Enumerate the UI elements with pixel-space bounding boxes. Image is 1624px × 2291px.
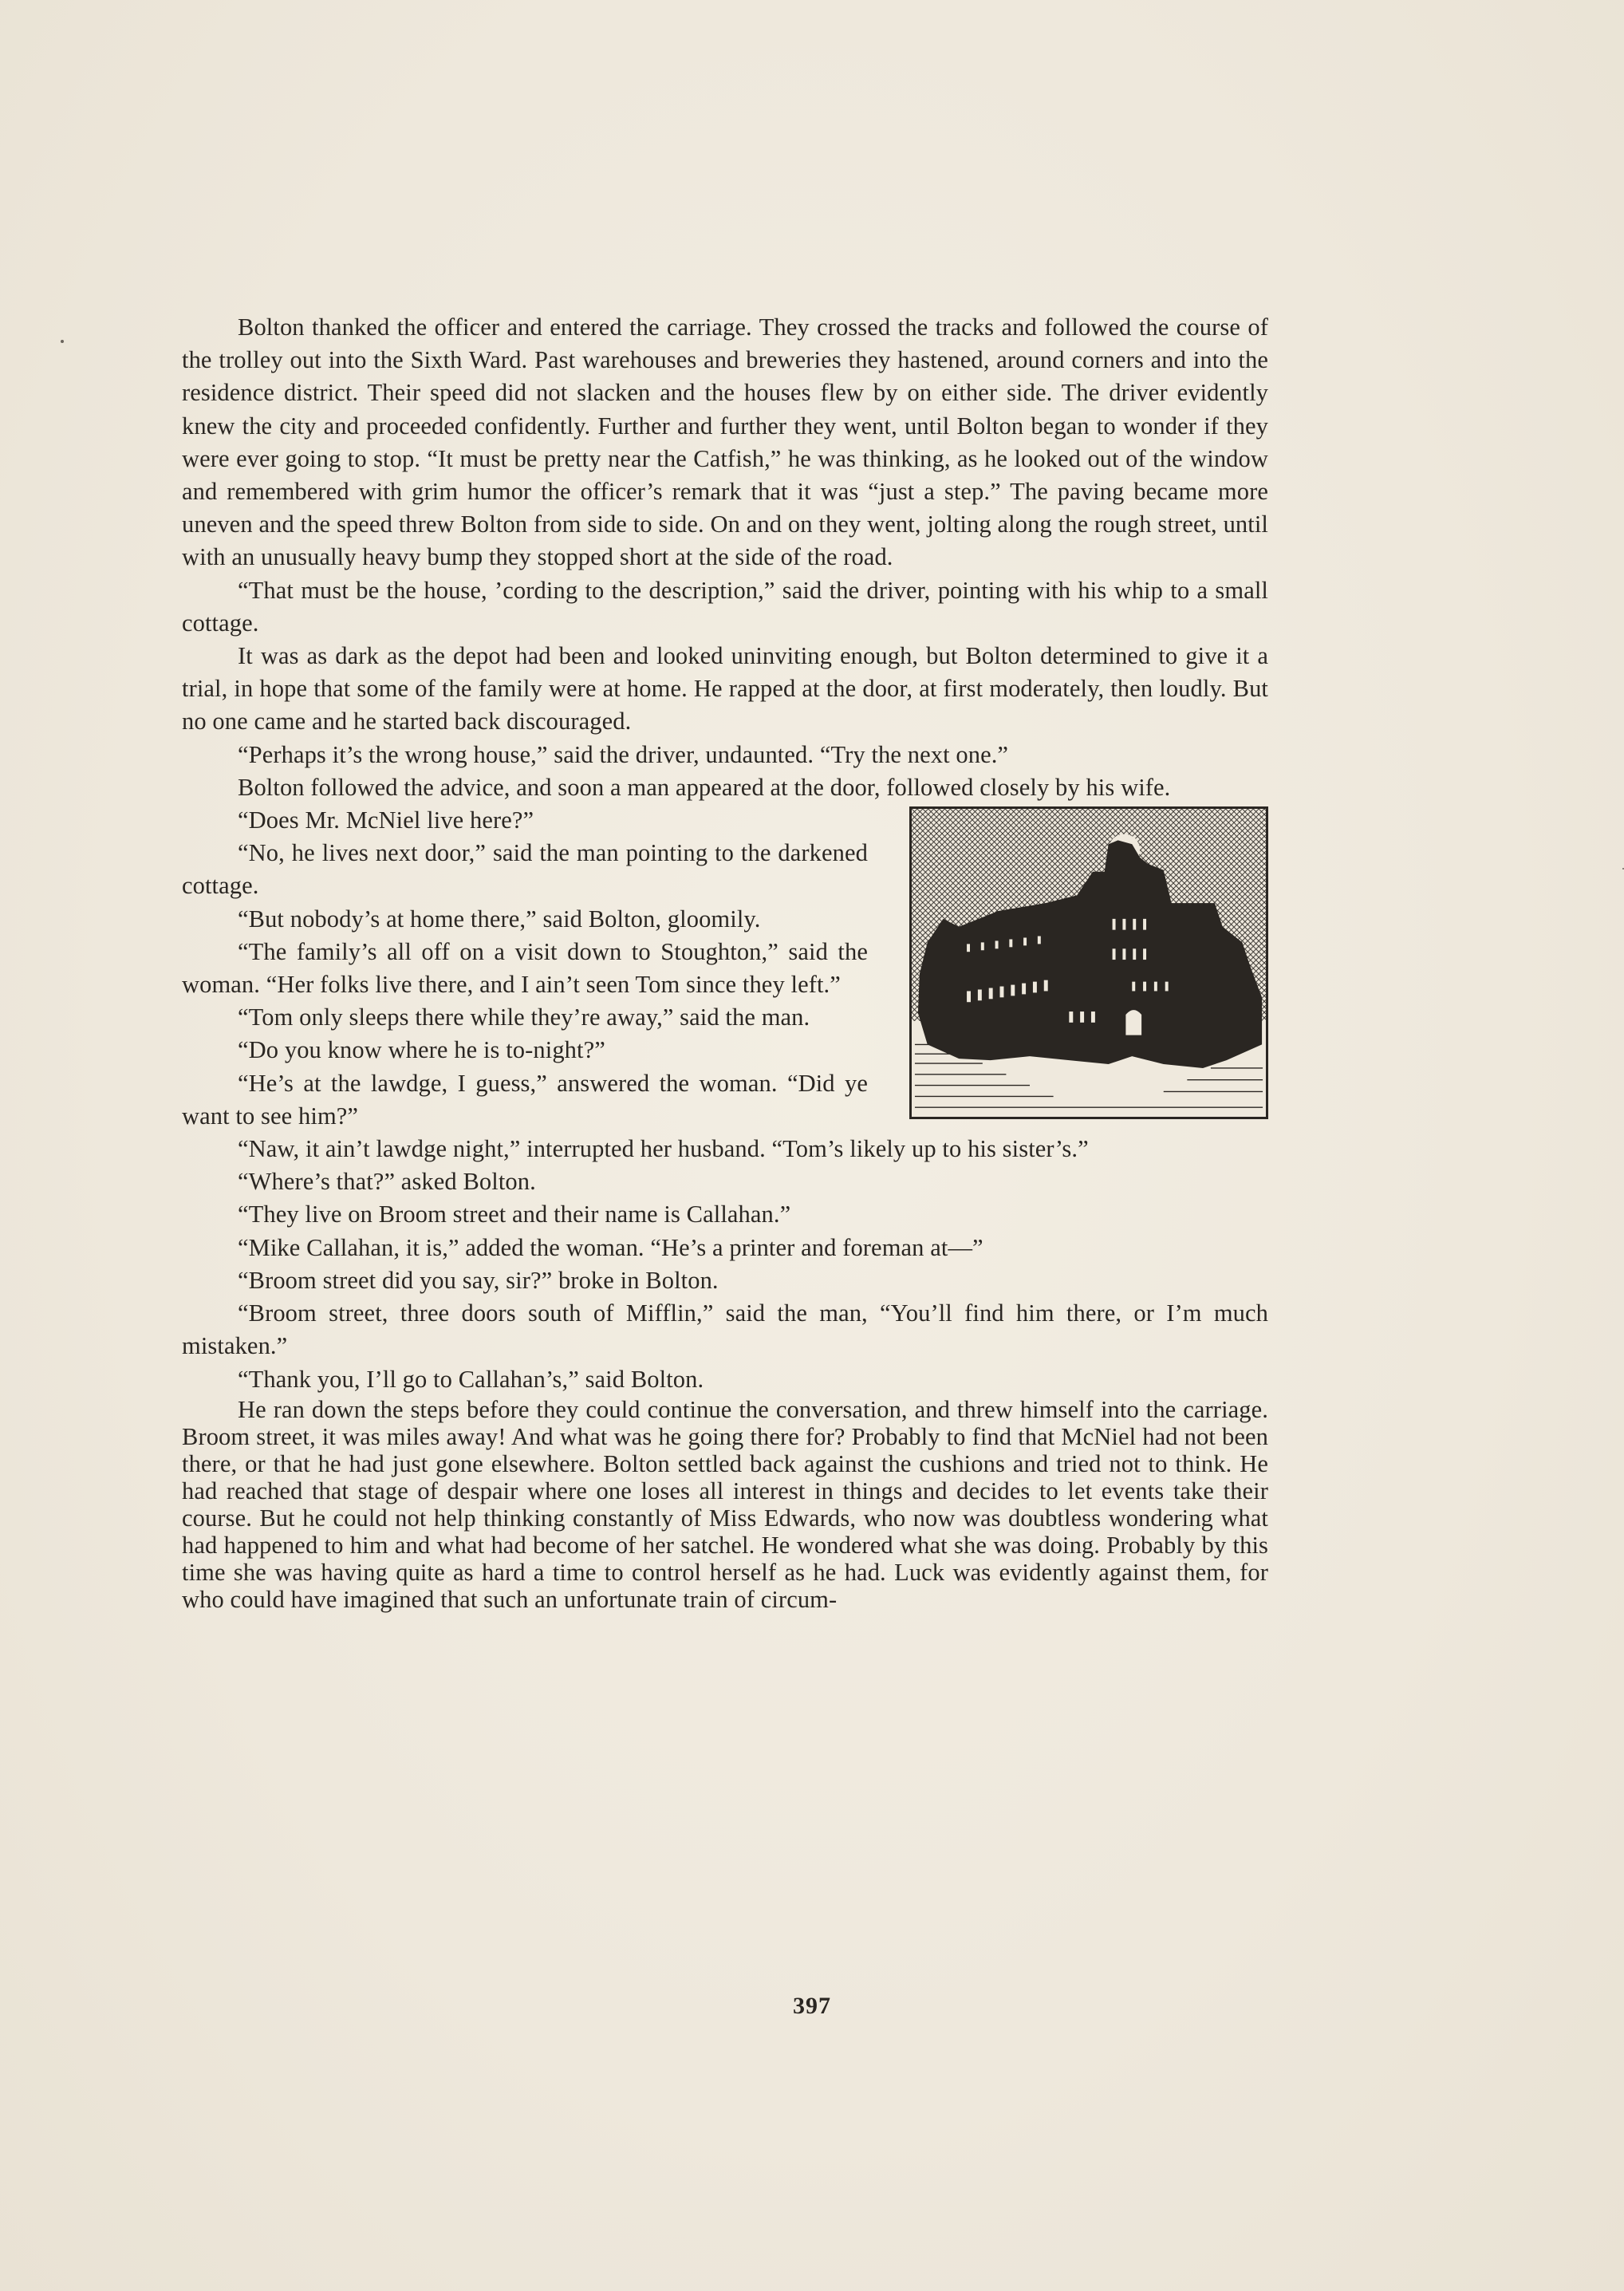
paragraph: “But nobody’s at home there,” said Bolton, gloomily. [238,905,761,933]
paragraph: “The family’s all off on a visit down to Stoughton,” said the woman. “Her folks live there, and I ain’t seen Tom since they left.” [182,937,868,999]
paragraph: Bolton followed the advice, and soon a man appeared at the door, followed closely by his wife. [238,773,1171,801]
paragraph: “Perhaps it’s the wrong house,” said the driver, undaunted. “Try the next one.” [238,740,1009,768]
paragraph: “No, he lives next door,” said the man pointing to the darkened cottage. [182,839,868,900]
paragraph: “Broom street did you say, sir?” broke in Bolton. [238,1266,719,1294]
paragraph: “Does Mr. McNiel live here?” [238,806,534,834]
paragraph: “Thank you, I’ll go to Callahan’s,” said Bolton. [238,1365,704,1393]
paragraph: “Naw, it ain’t lawdge night,” interrupted her husband. “Tom’s likely up to his sister’s.” [238,1135,1089,1163]
building-engraving-image [912,809,1266,1117]
paragraph: “Mike Callahan, it is,” added the woman. “He’s a printer and foreman at—” [238,1233,983,1261]
page-number: 397 [793,1993,831,2019]
paragraph: He ran down the steps before they could continue the conversation, and threw himself into the carriage. Broom street, it was miles away! And what was he going there for? Probably to find that McNiel had not been there, or that he had just gone elsewhere. Bolton settled back against the cushions and tried not to think. He had reached that stage of despair where one loses all interest in things and decides to let events take their course. But he could not help thinking constantly of Miss Edwards, who now was doubtless wondering what had happened to him and what had become of her satchel. He wondered what she was doing. Probably by this time she was having quite as hard a time to control herself as he had. Luck was evidently against them, for who could have imagined that such an unfortunate train of circum- [182,1395,1268,1613]
paragraph: “Do you know where he is to-night?” [238,1036,605,1064]
paragraph: “Broom street, three doors south of Mifflin,” said the man, “You’ll find him there, or I’m much mistaken.” [182,1299,1268,1360]
paragraph: “Tom only sleeps there while they’re away,” said the man. [238,1004,810,1031]
building-illustration [909,806,1268,1119]
paragraph: “Where’s that?” asked Bolton. [238,1168,536,1196]
paragraph: It was as dark as the depot had been and looked uninviting enough, but Bolton determined to give it a trial, in hope that some of the family were at home. He rapped at the door, at first moderately, then loudly. But no one came and he started back discouraged. [182,642,1268,735]
paragraph: “That must be the house, ’cording to the description,” said the driver, pointing with his whip to a small cottage. [182,576,1268,637]
paper-speck [61,340,64,343]
paragraph: Bolton thanked the officer and entered the carriage. They crossed the tracks and followed the course of the trolley out into the Sixth Ward. Past warehouses and breweries they hastened, around corners and into the residence district. Their speed did not slacken and the houses flew by on either side. The driver evidently knew the city and proceeded confidently. Further and further they went, until Bolton began to wonder if they were ever going to stop. “It must be pretty near the Catfish,” he was thinking, as he looked out of the window and remembered with grim humor the officer’s remark that it was “just a step.” The paving became more uneven and the speed threw Bolton from side to side. On and on they went, jolting along the rough street, until with an unusually heavy bump they stopped short at the side of the road. [182,313,1268,571]
paragraph: “He’s at the lawdge, I guess,” answered the woman. “Did ye want to see him?” [182,1069,868,1130]
paragraph: “They live on Broom street and their name is Callahan.” [238,1201,791,1228]
body-text [182,311,1268,1613]
